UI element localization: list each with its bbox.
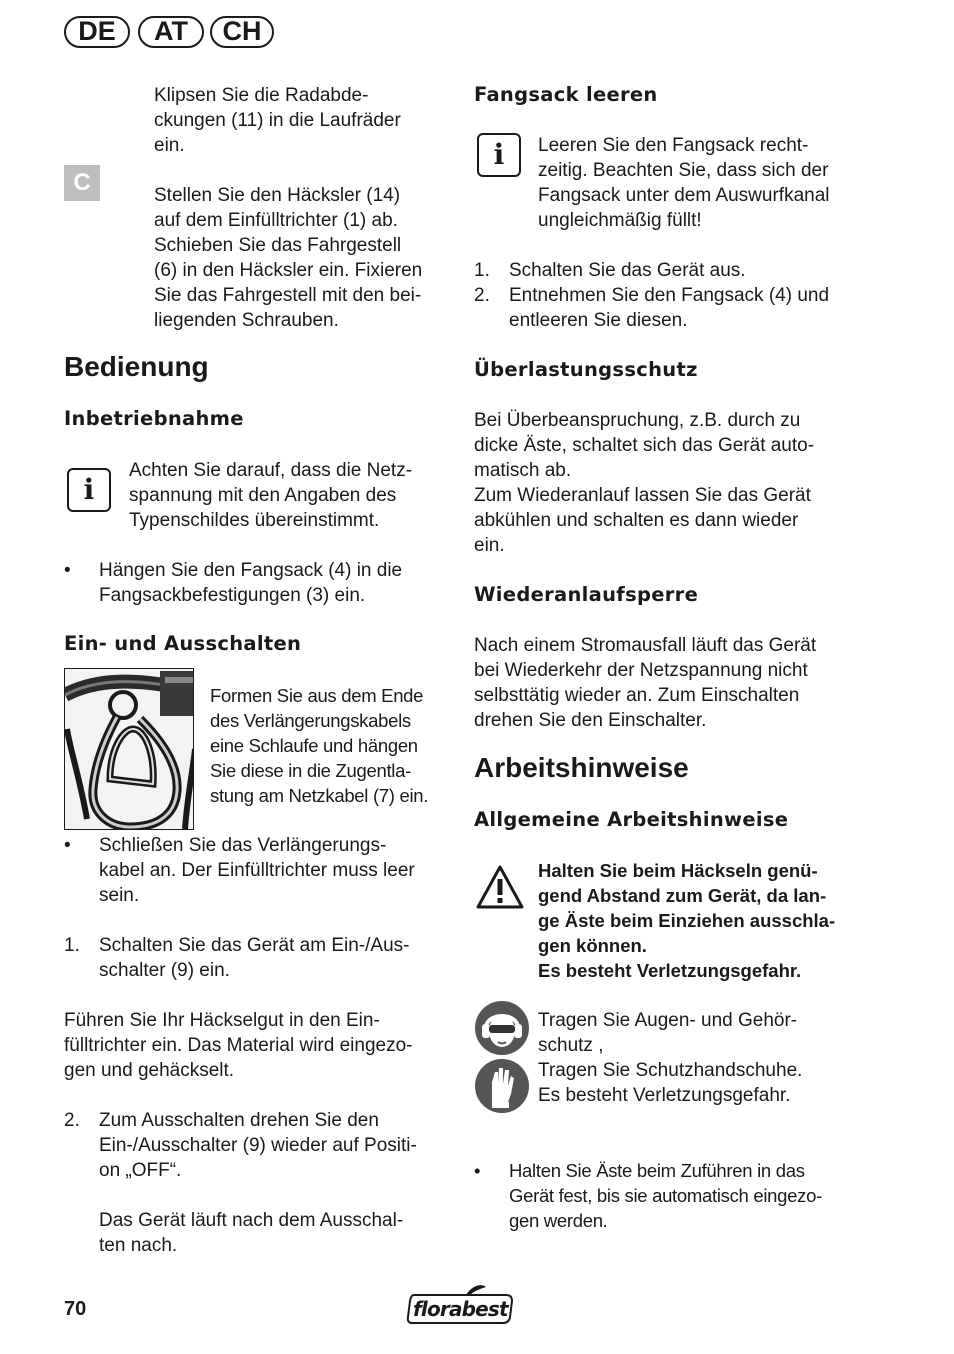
paragraph-restart-lock xyxy=(474,633,816,733)
text-line: schutz , xyxy=(538,1035,604,1056)
bullet-marker: • xyxy=(64,560,71,581)
text-line: (6) in den Häcksler ein. Fixieren xyxy=(154,260,423,281)
paragraph-overload xyxy=(474,408,814,558)
text-line: eine Schlaufe und hängen xyxy=(210,735,418,756)
text-line: Nach einem Stromausfall läuft das Gerät xyxy=(474,635,817,656)
text-line: Tragen Sie Schutzhandschuhe. xyxy=(538,1060,803,1081)
text-line: gen werden. xyxy=(509,1210,608,1231)
text-line: sein. xyxy=(99,885,140,906)
text-line: ge Äste beim Einziehen ausschla- xyxy=(538,910,836,931)
illustration-caption xyxy=(210,683,428,808)
text-line: Hängen Sie den Fangsack (4) in die xyxy=(99,560,403,581)
text-line: entleeren Sie diesen. xyxy=(509,310,688,331)
text-line: gen und gehäckselt. xyxy=(64,1060,235,1081)
hand-protection-drawing xyxy=(474,1058,530,1114)
step-number: 2. xyxy=(474,285,490,306)
eye-ear-protection-icon xyxy=(474,1000,530,1056)
step-number: 1. xyxy=(64,935,80,956)
text-line: stung am Netzkabel (7) ein. xyxy=(210,785,429,806)
text-line: gend Abstand zum Gerät, da lan- xyxy=(538,885,827,906)
text-line: Achten Sie darauf, dass die Netz- xyxy=(129,460,413,481)
text-line: Halten Sie beim Häckseln genü- xyxy=(538,860,818,881)
text-line: Zum Ausschalten drehen Sie den xyxy=(99,1110,379,1131)
text-line: Halten Sie Äste beim Zuführen in das xyxy=(509,1160,805,1181)
info-icon: i xyxy=(67,468,111,512)
text-line: Sie das Fahrgestell mit den bei- xyxy=(154,285,422,306)
subsection-title-inbetriebnahme: Inbetriebnahme xyxy=(64,407,244,430)
text-line: spannung mit den Angaben des xyxy=(129,485,397,506)
text-line: Leeren Sie den Fangsack recht- xyxy=(538,135,809,156)
text-line: ein. xyxy=(154,135,185,156)
text-line: Entnehmen Sie den Fangsack (4) und xyxy=(509,285,830,306)
text-line: ein. xyxy=(474,535,505,556)
info-icon: i xyxy=(477,133,521,177)
text-line: Schalten Sie das Gerät aus. xyxy=(509,260,746,281)
text-line: gen können. xyxy=(538,935,647,956)
text-line: kabel an. Der Einfülltrichter muss leer xyxy=(99,860,415,881)
bullet-text xyxy=(509,1158,822,1233)
lang-tag-de: DE xyxy=(64,16,130,48)
hand-protection-icon xyxy=(474,1058,530,1114)
intro-paragraph-2 xyxy=(154,183,422,333)
brand-logo-text: florabest xyxy=(413,1297,508,1321)
step-text xyxy=(509,283,829,333)
text-line: Stellen Sie den Häcksler (14) xyxy=(154,185,401,206)
text-line: auf dem Einfülltrichter (1) ab. xyxy=(154,210,398,231)
ppe-note xyxy=(538,1008,802,1108)
brand-logo xyxy=(406,1283,516,1325)
text-line: ckungen (11) in die Laufräder xyxy=(154,110,401,131)
subsection-title-wiederanlaufsperre: Wiederanlaufsperre xyxy=(474,583,699,606)
step-text xyxy=(99,1108,417,1258)
text-line: abkühlen und schalten es dann wieder xyxy=(474,510,799,531)
text-line: Es besteht Verletzungsgefahr. xyxy=(538,960,802,981)
text-line: Schließen Sie das Verlängerungs- xyxy=(99,835,387,856)
lang-tag-at: AT xyxy=(138,16,204,48)
text-line: Schalten Sie das Gerät am Ein-/Aus- xyxy=(99,935,410,956)
blank-line xyxy=(99,1183,417,1208)
subsection-title-fangsack-leeren: Fangsack leeren xyxy=(474,83,658,106)
step-text xyxy=(509,258,746,283)
warning-distance xyxy=(538,858,835,983)
text-line: Formen Sie aus dem Ende xyxy=(210,685,424,706)
text-line: Gerät fest, bis sie automatisch eingezo- xyxy=(509,1185,822,1206)
text-line: bei Wiederkehr der Netzspannung nicht xyxy=(474,660,808,681)
lang-tag-ch: CH xyxy=(210,16,274,48)
text-line: zeitig. Beachten Sie, dass sich der xyxy=(538,160,829,181)
text-line: Es besteht Verletzungsgefahr. xyxy=(538,1085,791,1106)
text-line: liegenden Schrauben. xyxy=(154,310,339,331)
text-line: Schieben Sie das Fahrgestell xyxy=(154,235,402,256)
intro-paragraph-1 xyxy=(154,83,401,158)
text-line: ungleichmäßig füllt! xyxy=(538,210,702,231)
subsection-title-allgemeine-arbeitshinweise: Allgemeine Arbeitshinweise xyxy=(474,808,789,831)
subsection-title-ueberlastungsschutz: Überlastungsschutz xyxy=(474,358,698,381)
bullet-text xyxy=(99,558,402,608)
warning-triangle-icon xyxy=(475,864,525,910)
section-title-bedienung: Bedienung xyxy=(64,351,209,382)
info-note-mains-voltage xyxy=(129,458,412,533)
page-number: 70 xyxy=(64,1298,87,1320)
text-line: Das Gerät läuft nach dem Ausschal- xyxy=(99,1210,404,1231)
text-line: ten nach. xyxy=(99,1235,178,1256)
text-line: on „OFF“. xyxy=(99,1160,182,1181)
info-note-fangsack xyxy=(538,133,830,233)
text-line: dicke Äste, schaltet sich das Gerät auto- xyxy=(474,435,815,456)
bullet-marker: • xyxy=(64,835,71,856)
subsection-title-ein-ausschalten: Ein- und Ausschalten xyxy=(64,632,302,655)
text-line: schalter (9) ein. xyxy=(99,960,230,981)
text-line: Fangsack unter dem Auswurfkanal xyxy=(538,185,830,206)
step-number: 2. xyxy=(64,1110,80,1131)
bullet-marker: • xyxy=(474,1160,481,1181)
text-line: selbsttätig wieder an. Zum Einschalten xyxy=(474,685,800,706)
eye-ear-protection-drawing xyxy=(474,1000,530,1056)
paragraph-feeding xyxy=(64,1008,412,1083)
text-line: Fangsackbefestigungen (3) ein. xyxy=(99,585,366,606)
text-line: Tragen Sie Augen- und Gehör- xyxy=(538,1010,798,1031)
text-line: Klipsen Sie die Radabde- xyxy=(154,85,369,106)
text-line: matisch ab. xyxy=(474,460,572,481)
step-text xyxy=(99,933,409,983)
bullet-text xyxy=(99,833,415,908)
text-line: des Verlängerungskabels xyxy=(210,710,411,731)
text-line: Bei Überbeanspruchung, z.B. durch zu xyxy=(474,410,801,431)
cable-loop-illustration xyxy=(64,668,194,830)
step-number: 1. xyxy=(474,260,490,281)
text-line: drehen Sie den Einschalter. xyxy=(474,710,707,731)
text-line: Führen Sie Ihr Häckselgut in den Ein- xyxy=(64,1010,380,1031)
figure-label-c: C xyxy=(64,165,100,201)
text-line: Sie diese in die Zugentla- xyxy=(210,760,411,781)
text-line: fülltrichter ein. Das Material wird eingezo- xyxy=(64,1035,413,1056)
text-line: Zum Wiederanlauf lassen Sie das Gerät xyxy=(474,485,811,506)
text-line: Typenschildes übereinstimmt. xyxy=(129,510,380,531)
text-line: Ein-/Ausschalter (9) wieder auf Positi- xyxy=(99,1135,417,1156)
warning-triangle-drawing xyxy=(475,864,525,910)
cable-loop-drawing xyxy=(65,669,194,830)
section-title-arbeitshinweise: Arbeitshinweise xyxy=(474,752,689,783)
